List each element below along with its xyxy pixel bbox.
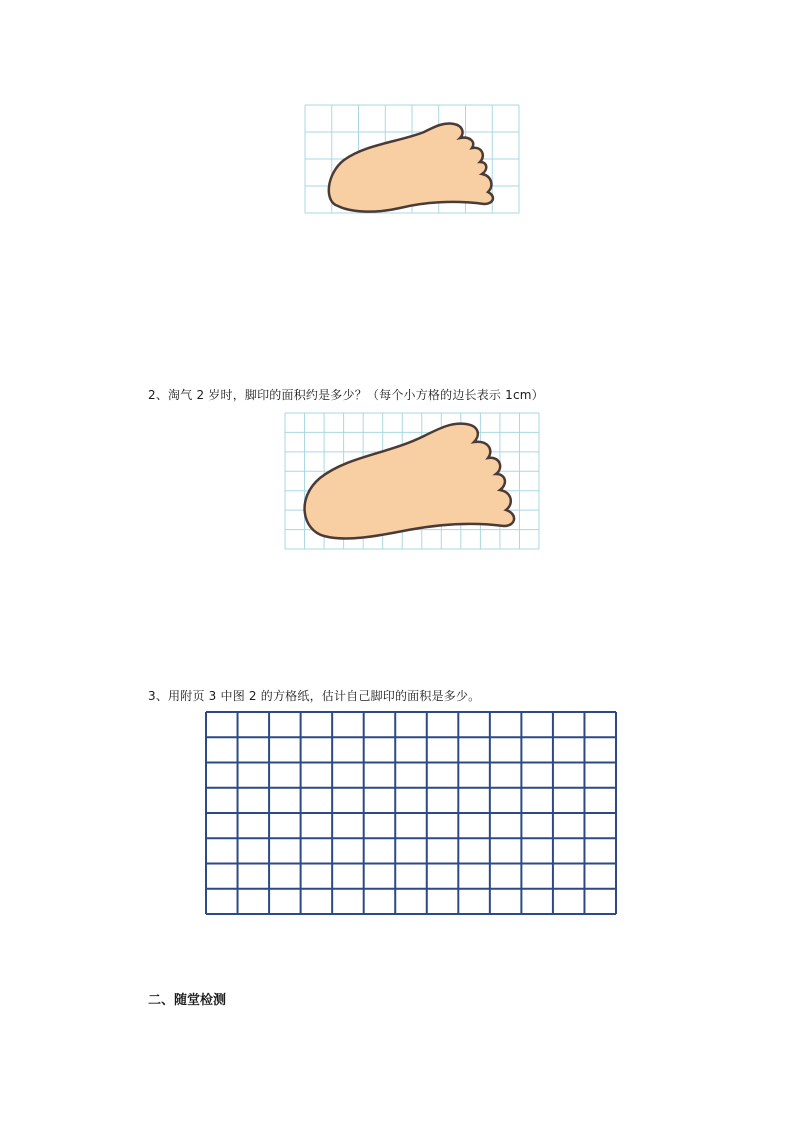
footprint-grid-1 <box>304 104 520 214</box>
blank-grid-figure <box>204 710 618 916</box>
question-2-number: 2、 <box>148 388 169 402</box>
footprint-figure-1 <box>304 104 520 214</box>
section-title-2: 二、随堂检测 <box>148 993 227 1008</box>
question-3-text: 用附页 3 中图 2 的方格纸，估计自己脚印的面积是多少。 <box>168 689 481 703</box>
question-2 <box>148 386 544 403</box>
footprint-shape-2 <box>305 424 515 539</box>
question-3 <box>148 687 480 704</box>
footprint-shape-1 <box>329 123 493 211</box>
footprint-figure-2 <box>284 412 540 550</box>
question-3-number: 3、 <box>148 689 169 703</box>
question-2-text: 淘气 2 岁时，脚印的面积约是多少？ <box>168 388 367 402</box>
question-2-note: （每个小方格的边长表示 1cm） <box>366 388 544 402</box>
footprint-grid-2 <box>284 412 540 550</box>
blank-grid <box>204 710 618 916</box>
